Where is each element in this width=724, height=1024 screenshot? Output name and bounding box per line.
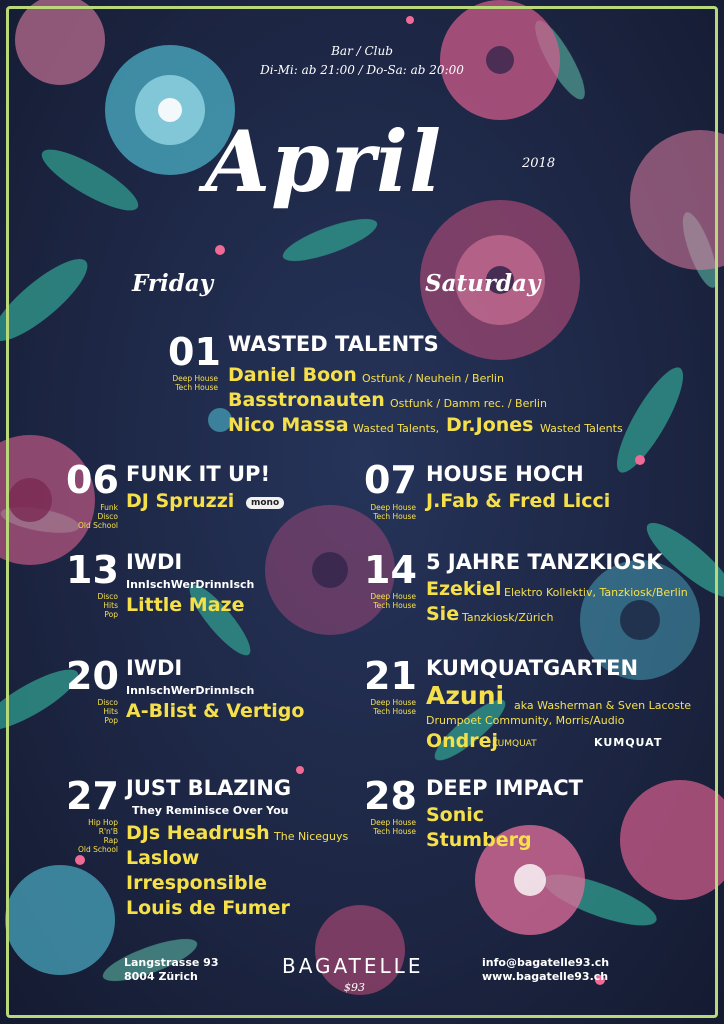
dj-name: Irresponsible xyxy=(126,872,268,894)
dj-note: Wasted Talents xyxy=(540,422,623,435)
event-genre: Deep House Tech House xyxy=(370,592,416,610)
kumquat-logo: KUMQUAT xyxy=(594,736,663,749)
dj-name: Stumberg xyxy=(426,829,532,851)
event-day: 06 xyxy=(66,458,119,502)
event-day: 01 xyxy=(168,330,221,374)
event-subtitle: InnIschWerDrinnIsch xyxy=(126,578,255,591)
event-genre: Disco Hits Pop xyxy=(97,698,118,725)
dj-name: Ezekiel xyxy=(426,578,502,600)
event-day: 14 xyxy=(364,548,417,592)
dj-note: Elektro Kollektiv, Tanzkiosk/Berlin xyxy=(504,586,688,599)
event-genre: Deep House Tech House xyxy=(172,374,218,392)
dj-name: DJ Spruzzi xyxy=(126,490,235,512)
dj-name: DJs Headrush xyxy=(126,822,270,844)
dj-name: Louis de Fumer xyxy=(126,897,290,919)
dj-note: The Niceguys xyxy=(274,830,349,843)
event-title: KUMQUATGARTEN xyxy=(426,656,639,680)
event-day: 13 xyxy=(66,548,119,592)
dj-name: Basstronauten xyxy=(228,389,385,411)
event-genre: Hip Hop R'n'B Rap Old School xyxy=(77,818,118,854)
event-day: 20 xyxy=(66,654,119,698)
dj-name: Sonic xyxy=(426,804,485,826)
opening-hours: Di-Mi: ab 21:00 / Do-Sa: ab 20:00 xyxy=(260,63,464,77)
dj-name: Azuni xyxy=(426,681,505,710)
event-genre: Deep House Tech House xyxy=(370,698,416,716)
month-title: April xyxy=(205,112,442,211)
dj-note: Tanzkiosk/Zürich xyxy=(462,611,554,624)
dj-name: Little Maze xyxy=(126,594,245,616)
email-link[interactable]: info@bagatelle93.ch xyxy=(482,956,610,969)
dj-note: KUMQUAT xyxy=(492,739,537,749)
event-title: IWDI xyxy=(126,550,183,574)
dj-name: Nico Massa xyxy=(228,414,349,436)
event-genre: Deep House Tech House xyxy=(370,503,416,521)
website-link[interactable]: www.bagatelle93.ch xyxy=(482,970,609,983)
event-genre: Funk Disco Old School xyxy=(77,503,118,530)
address-street: Langstrasse 93 xyxy=(124,956,219,969)
event-subtitle: InnIschWerDrinnIsch xyxy=(126,684,255,697)
mono-logo: mono xyxy=(246,497,284,509)
address-city: 8004 Zürich xyxy=(124,970,198,983)
dj-name: J.Fab & Fred Licci xyxy=(426,490,611,512)
event-title: WASTED TALENTS xyxy=(228,332,439,356)
dj-name: Daniel Boon xyxy=(228,364,357,386)
event-title: FUNK IT UP! xyxy=(126,462,271,486)
dj-name: Sie xyxy=(426,603,460,625)
dj-name: Dr.Jones xyxy=(446,414,534,436)
event-title: HOUSE HOCH xyxy=(426,462,584,486)
dj-note: Ostfunk / Neuhein / Berlin xyxy=(362,372,504,385)
day-label-saturday: Saturday xyxy=(425,270,541,297)
event-genre: Deep House Tech House xyxy=(370,818,416,836)
event-title: IWDI xyxy=(126,656,183,680)
dj-name: A-Blist & Vertigo xyxy=(126,700,305,722)
dj-note: Wasted Talents, xyxy=(353,422,440,435)
event-day: 27 xyxy=(66,774,119,818)
dj-name: Ondrej xyxy=(426,730,499,752)
event-title: JUST BLAZING xyxy=(126,776,292,800)
dj-note: aka Washerman & Sven Lacoste xyxy=(514,699,692,712)
bagatelle-logo: BAGATELLE xyxy=(282,954,424,978)
event-day: 28 xyxy=(364,774,417,818)
event-title: DEEP IMPACT xyxy=(426,776,583,800)
event-day: 21 xyxy=(364,654,417,698)
event-title: 5 JAHRE TANZKIOSK xyxy=(426,550,663,574)
day-label-friday: Friday xyxy=(132,270,214,297)
dj-name: Laslow xyxy=(126,847,200,869)
year: 2018 xyxy=(522,156,556,171)
event-day: 07 xyxy=(364,458,417,502)
bagatelle-logo-sub: $93 xyxy=(344,981,365,994)
venue-type: Bar / Club xyxy=(331,44,393,58)
event-subtitle: They Reminisce Over You xyxy=(132,804,289,817)
dj-note: Ostfunk / Damm rec. / Berlin xyxy=(390,397,547,410)
dj-note: Drumpoet Community, Morris/Audio xyxy=(426,714,625,727)
event-genre: Disco Hits Pop xyxy=(97,592,118,619)
